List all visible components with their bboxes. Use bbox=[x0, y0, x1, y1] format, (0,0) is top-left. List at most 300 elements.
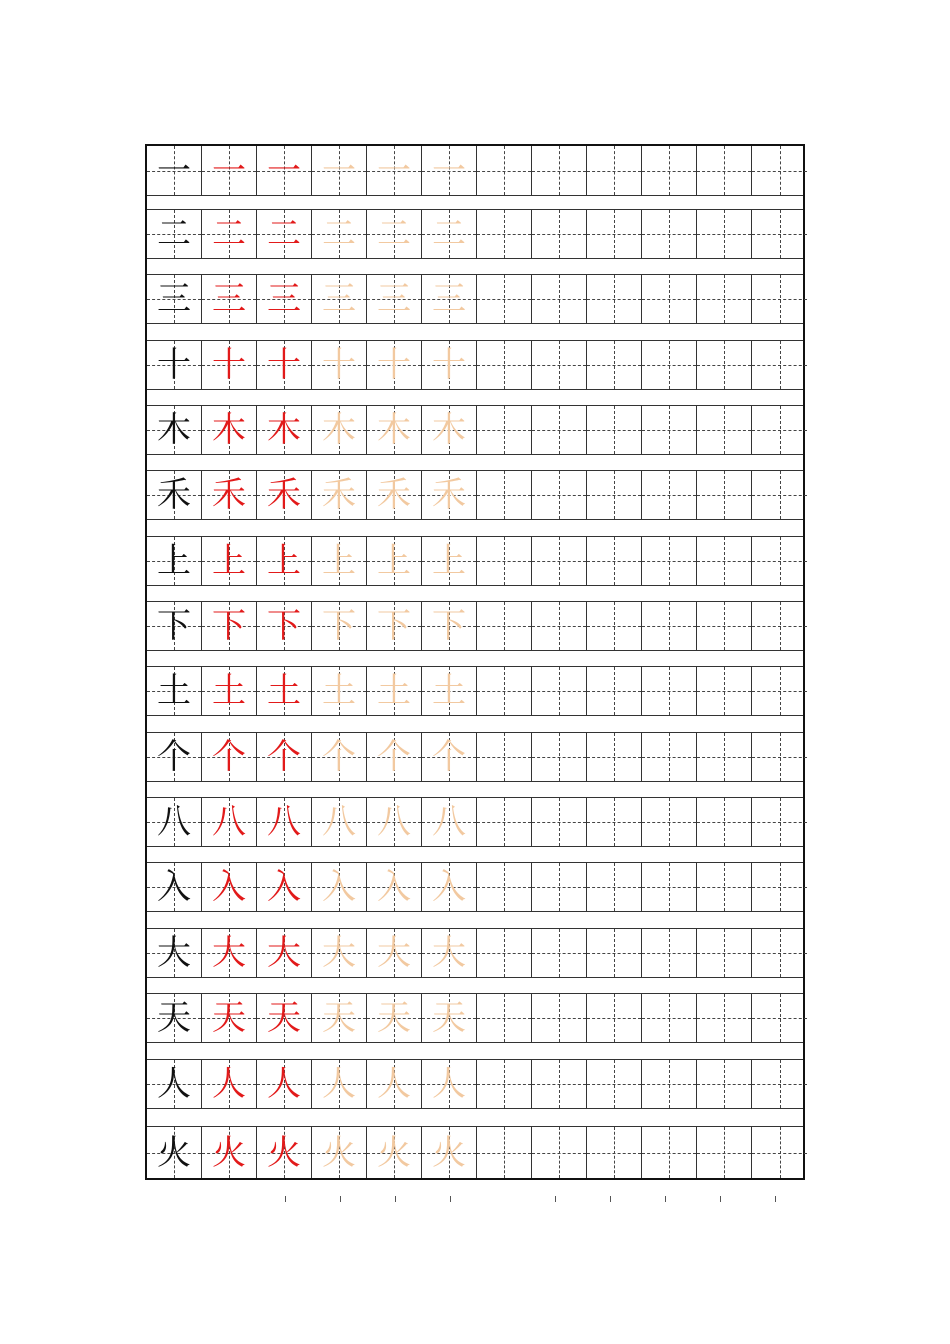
grid-cell bbox=[477, 1060, 532, 1108]
grid-cell bbox=[642, 929, 697, 977]
practice-row bbox=[147, 340, 803, 390]
grid-cell bbox=[697, 275, 752, 323]
grid-cell bbox=[257, 929, 312, 977]
trace-character: 火 bbox=[377, 1132, 411, 1173]
grid-cell bbox=[642, 994, 697, 1042]
trace-character: 大 bbox=[322, 933, 356, 973]
grid-cell bbox=[422, 929, 477, 977]
grid-cell bbox=[477, 667, 532, 715]
trace-character: 木 bbox=[322, 410, 356, 450]
grid-cell bbox=[147, 1060, 202, 1108]
red-copy-character: 土 bbox=[267, 671, 301, 711]
grid-cell bbox=[367, 275, 422, 323]
grid-cell bbox=[477, 1127, 532, 1178]
model-character: 天 bbox=[157, 998, 191, 1038]
grid-cell bbox=[587, 275, 642, 323]
red-copy-character: 八 bbox=[212, 802, 246, 842]
model-character: 入 bbox=[157, 867, 191, 907]
model-character: 上 bbox=[157, 541, 191, 581]
grid-cell bbox=[367, 863, 422, 911]
grid-cell bbox=[257, 733, 312, 781]
red-copy-character: 十 bbox=[267, 345, 301, 385]
trace-character: 禾 bbox=[432, 475, 466, 515]
grid-cell bbox=[422, 798, 477, 846]
grid-cell bbox=[697, 929, 752, 977]
overflow-tick bbox=[340, 1196, 341, 1202]
practice-row bbox=[147, 797, 803, 847]
trace-character: 八 bbox=[432, 802, 466, 842]
red-copy-character: 木 bbox=[212, 410, 246, 450]
practice-grid bbox=[145, 144, 805, 1180]
trace-character: 人 bbox=[377, 1064, 411, 1104]
red-copy-character: 下 bbox=[267, 606, 301, 646]
grid-cell bbox=[532, 798, 587, 846]
red-copy-character: 一 bbox=[267, 150, 301, 191]
grid-cell bbox=[752, 406, 807, 454]
grid-cell bbox=[532, 1127, 587, 1178]
grid-cell bbox=[587, 667, 642, 715]
grid-cell bbox=[697, 210, 752, 258]
grid-cell bbox=[532, 602, 587, 650]
red-copy-character: 火 bbox=[267, 1132, 301, 1173]
practice-row bbox=[147, 666, 803, 716]
red-copy-character: 上 bbox=[267, 541, 301, 581]
red-copy-character: 禾 bbox=[267, 475, 301, 515]
grid-cell bbox=[422, 733, 477, 781]
trace-character: 三 bbox=[377, 279, 411, 319]
grid-cell bbox=[532, 863, 587, 911]
grid-cell bbox=[257, 275, 312, 323]
grid-cell bbox=[147, 146, 202, 195]
red-copy-character: 木 bbox=[267, 410, 301, 450]
model-character: 一 bbox=[157, 150, 191, 191]
grid-cell bbox=[367, 1127, 422, 1178]
model-character: 人 bbox=[157, 1064, 191, 1104]
grid-cell bbox=[697, 1127, 752, 1178]
grid-cell bbox=[422, 406, 477, 454]
grid-cell bbox=[312, 210, 367, 258]
trace-character: 十 bbox=[377, 345, 411, 385]
trace-character: 天 bbox=[322, 998, 356, 1038]
grid-cell bbox=[477, 929, 532, 977]
grid-cell bbox=[202, 471, 257, 519]
grid-cell bbox=[147, 994, 202, 1042]
grid-cell bbox=[312, 406, 367, 454]
trace-character: 二 bbox=[432, 214, 466, 254]
grid-cell bbox=[752, 146, 807, 195]
grid-cell bbox=[312, 667, 367, 715]
grid-cell bbox=[367, 537, 422, 585]
grid-cell bbox=[202, 1127, 257, 1178]
grid-cell bbox=[477, 275, 532, 323]
grid-cell bbox=[587, 471, 642, 519]
grid-cell bbox=[752, 1060, 807, 1108]
grid-cell bbox=[587, 537, 642, 585]
grid-cell bbox=[367, 1060, 422, 1108]
grid-cell bbox=[367, 602, 422, 650]
practice-row bbox=[147, 993, 803, 1043]
grid-cell bbox=[312, 602, 367, 650]
grid-cell bbox=[367, 929, 422, 977]
grid-cell bbox=[532, 275, 587, 323]
grid-cell bbox=[697, 667, 752, 715]
practice-row bbox=[147, 601, 803, 651]
grid-cell bbox=[642, 406, 697, 454]
red-copy-character: 十 bbox=[212, 345, 246, 385]
grid-cell bbox=[642, 667, 697, 715]
grid-cell bbox=[422, 275, 477, 323]
trace-character: 火 bbox=[322, 1132, 356, 1173]
grid-cell bbox=[367, 798, 422, 846]
grid-cell bbox=[752, 994, 807, 1042]
grid-cell bbox=[477, 733, 532, 781]
grid-cell bbox=[642, 146, 697, 195]
grid-cell bbox=[752, 929, 807, 977]
grid-cell bbox=[422, 602, 477, 650]
grid-cell bbox=[697, 1060, 752, 1108]
grid-cell bbox=[642, 863, 697, 911]
grid-cell bbox=[422, 1060, 477, 1108]
grid-overflow-marks bbox=[145, 1196, 805, 1202]
grid-cell bbox=[532, 341, 587, 389]
trace-character: 禾 bbox=[377, 475, 411, 515]
grid-cell bbox=[202, 863, 257, 911]
red-copy-character: 火 bbox=[212, 1132, 246, 1173]
grid-cell bbox=[587, 798, 642, 846]
trace-character: 土 bbox=[432, 671, 466, 711]
grid-cell bbox=[257, 406, 312, 454]
grid-cell bbox=[422, 341, 477, 389]
trace-character: 人 bbox=[432, 1064, 466, 1104]
grid-cell bbox=[202, 406, 257, 454]
grid-cell bbox=[257, 602, 312, 650]
grid-cell bbox=[752, 602, 807, 650]
trace-character: 天 bbox=[377, 998, 411, 1038]
grid-cell bbox=[367, 146, 422, 195]
grid-cell bbox=[532, 471, 587, 519]
overflow-tick bbox=[720, 1196, 721, 1202]
practice-row bbox=[147, 470, 803, 520]
practice-row bbox=[147, 862, 803, 912]
grid-cell bbox=[752, 798, 807, 846]
trace-character: 土 bbox=[377, 671, 411, 711]
grid-cell bbox=[257, 1060, 312, 1108]
grid-cell bbox=[477, 471, 532, 519]
grid-cell bbox=[202, 275, 257, 323]
grid-cell bbox=[202, 929, 257, 977]
grid-cell bbox=[367, 341, 422, 389]
grid-cell bbox=[422, 863, 477, 911]
grid-cell bbox=[752, 1127, 807, 1178]
grid-cell bbox=[312, 341, 367, 389]
grid-cell bbox=[752, 733, 807, 781]
red-copy-character: 三 bbox=[212, 279, 246, 319]
grid-cell bbox=[642, 1060, 697, 1108]
grid-cell bbox=[532, 733, 587, 781]
grid-cell bbox=[257, 798, 312, 846]
grid-cell bbox=[147, 1127, 202, 1178]
grid-cell bbox=[202, 994, 257, 1042]
grid-cell bbox=[312, 537, 367, 585]
grid-cell bbox=[642, 210, 697, 258]
red-copy-character: 土 bbox=[212, 671, 246, 711]
grid-cell bbox=[312, 929, 367, 977]
grid-cell bbox=[147, 275, 202, 323]
grid-cell bbox=[752, 341, 807, 389]
red-copy-character: 禾 bbox=[212, 475, 246, 515]
red-copy-character: 下 bbox=[212, 606, 246, 646]
red-copy-character: 二 bbox=[212, 214, 246, 254]
grid-cell bbox=[312, 863, 367, 911]
grid-cell bbox=[697, 863, 752, 911]
grid-cell bbox=[367, 667, 422, 715]
grid-cell bbox=[532, 929, 587, 977]
grid-cell bbox=[202, 602, 257, 650]
overflow-tick bbox=[610, 1196, 611, 1202]
grid-cell bbox=[752, 471, 807, 519]
grid-cell bbox=[202, 537, 257, 585]
grid-cell bbox=[312, 798, 367, 846]
trace-character: 上 bbox=[432, 541, 466, 581]
grid-cell bbox=[697, 537, 752, 585]
grid-cell bbox=[752, 210, 807, 258]
grid-cell bbox=[642, 537, 697, 585]
model-character: 二 bbox=[157, 214, 191, 254]
practice-row bbox=[147, 1059, 803, 1109]
model-character: 木 bbox=[157, 410, 191, 450]
red-copy-character: 大 bbox=[212, 933, 246, 973]
grid-cell bbox=[147, 929, 202, 977]
red-copy-character: 二 bbox=[267, 214, 301, 254]
model-character: 个 bbox=[157, 737, 191, 777]
grid-cell bbox=[587, 1060, 642, 1108]
grid-cell bbox=[477, 341, 532, 389]
model-character: 下 bbox=[157, 606, 191, 646]
red-copy-character: 人 bbox=[212, 1064, 246, 1104]
grid-cell bbox=[587, 994, 642, 1042]
trace-character: 个 bbox=[432, 737, 466, 777]
red-copy-character: 一 bbox=[212, 150, 246, 191]
trace-character: 大 bbox=[432, 933, 466, 973]
grid-cell bbox=[147, 798, 202, 846]
grid-cell bbox=[587, 1127, 642, 1178]
trace-character: 禾 bbox=[322, 475, 356, 515]
grid-cell bbox=[367, 210, 422, 258]
trace-character: 下 bbox=[377, 606, 411, 646]
practice-row bbox=[147, 146, 803, 196]
practice-row bbox=[147, 1126, 803, 1178]
grid-cell bbox=[697, 733, 752, 781]
grid-cell bbox=[642, 275, 697, 323]
grid-cell bbox=[202, 1060, 257, 1108]
grid-cell bbox=[477, 210, 532, 258]
grid-cell bbox=[642, 471, 697, 519]
trace-character: 十 bbox=[432, 345, 466, 385]
trace-character: 入 bbox=[432, 867, 466, 907]
overflow-tick bbox=[775, 1196, 776, 1202]
grid-cell bbox=[257, 341, 312, 389]
grid-cell bbox=[147, 406, 202, 454]
grid-cell bbox=[257, 471, 312, 519]
grid-cell bbox=[477, 146, 532, 195]
grid-cell bbox=[312, 1060, 367, 1108]
grid-cell bbox=[642, 733, 697, 781]
grid-cell bbox=[532, 667, 587, 715]
grid-cell bbox=[532, 406, 587, 454]
grid-cell bbox=[422, 146, 477, 195]
grid-cell bbox=[312, 275, 367, 323]
red-copy-character: 人 bbox=[267, 1064, 301, 1104]
grid-cell bbox=[587, 733, 642, 781]
grid-cell bbox=[202, 146, 257, 195]
trace-character: 上 bbox=[322, 541, 356, 581]
grid-cell bbox=[697, 798, 752, 846]
grid-cell bbox=[147, 537, 202, 585]
trace-character: 木 bbox=[432, 410, 466, 450]
overflow-tick bbox=[450, 1196, 451, 1202]
grid-cell bbox=[697, 341, 752, 389]
trace-character: 一 bbox=[377, 150, 411, 191]
grid-cell bbox=[477, 406, 532, 454]
trace-character: 土 bbox=[322, 671, 356, 711]
grid-cell bbox=[312, 733, 367, 781]
grid-cell bbox=[202, 341, 257, 389]
overflow-tick bbox=[395, 1196, 396, 1202]
red-copy-character: 入 bbox=[267, 867, 301, 907]
practice-row bbox=[147, 732, 803, 782]
model-character: 十 bbox=[157, 345, 191, 385]
trace-character: 一 bbox=[432, 150, 466, 191]
trace-character: 十 bbox=[322, 345, 356, 385]
grid-cell bbox=[422, 471, 477, 519]
grid-cell bbox=[422, 210, 477, 258]
practice-row bbox=[147, 209, 803, 259]
grid-cell bbox=[532, 146, 587, 195]
trace-character: 火 bbox=[432, 1132, 466, 1173]
overflow-tick bbox=[285, 1196, 286, 1202]
red-copy-character: 个 bbox=[267, 737, 301, 777]
grid-cell bbox=[312, 1127, 367, 1178]
grid-cell bbox=[587, 146, 642, 195]
grid-cell bbox=[587, 210, 642, 258]
grid-cell bbox=[147, 602, 202, 650]
grid-cell bbox=[697, 602, 752, 650]
trace-character: 三 bbox=[322, 279, 356, 319]
red-copy-character: 上 bbox=[212, 541, 246, 581]
grid-cell bbox=[257, 994, 312, 1042]
trace-character: 个 bbox=[377, 737, 411, 777]
grid-cell bbox=[367, 406, 422, 454]
grid-cell bbox=[532, 210, 587, 258]
red-copy-character: 大 bbox=[267, 933, 301, 973]
trace-character: 上 bbox=[377, 541, 411, 581]
grid-cell bbox=[147, 210, 202, 258]
overflow-tick bbox=[555, 1196, 556, 1202]
grid-cell bbox=[422, 537, 477, 585]
grid-cell bbox=[477, 798, 532, 846]
grid-cell bbox=[312, 994, 367, 1042]
trace-character: 木 bbox=[377, 410, 411, 450]
grid-cell bbox=[752, 275, 807, 323]
model-character: 土 bbox=[157, 671, 191, 711]
grid-cell bbox=[202, 667, 257, 715]
grid-cell bbox=[587, 863, 642, 911]
grid-cell bbox=[257, 210, 312, 258]
grid-cell bbox=[147, 667, 202, 715]
grid-cell bbox=[587, 406, 642, 454]
grid-cell bbox=[752, 863, 807, 911]
trace-character: 一 bbox=[322, 150, 356, 191]
trace-character: 八 bbox=[322, 802, 356, 842]
grid-cell bbox=[257, 863, 312, 911]
grid-cell bbox=[587, 929, 642, 977]
red-copy-character: 天 bbox=[267, 998, 301, 1038]
grid-cell bbox=[257, 1127, 312, 1178]
grid-cell bbox=[257, 537, 312, 585]
trace-character: 大 bbox=[377, 933, 411, 973]
grid-cell bbox=[697, 994, 752, 1042]
trace-character: 三 bbox=[432, 279, 466, 319]
grid-cell bbox=[642, 1127, 697, 1178]
trace-character: 二 bbox=[322, 214, 356, 254]
practice-row bbox=[147, 536, 803, 586]
practice-row bbox=[147, 928, 803, 978]
grid-cell bbox=[147, 863, 202, 911]
model-character: 八 bbox=[157, 802, 191, 842]
grid-cell bbox=[642, 798, 697, 846]
grid-cell bbox=[697, 146, 752, 195]
grid-cell bbox=[422, 994, 477, 1042]
red-copy-character: 八 bbox=[267, 802, 301, 842]
model-character: 禾 bbox=[157, 475, 191, 515]
grid-cell bbox=[147, 471, 202, 519]
trace-character: 八 bbox=[377, 802, 411, 842]
trace-character: 二 bbox=[377, 214, 411, 254]
trace-character: 下 bbox=[432, 606, 466, 646]
grid-cell bbox=[532, 537, 587, 585]
overflow-tick bbox=[665, 1196, 666, 1202]
grid-cell bbox=[202, 798, 257, 846]
grid-cell bbox=[202, 733, 257, 781]
grid-cell bbox=[532, 1060, 587, 1108]
grid-cell bbox=[587, 341, 642, 389]
red-copy-character: 个 bbox=[212, 737, 246, 777]
grid-cell bbox=[477, 863, 532, 911]
grid-cell bbox=[697, 471, 752, 519]
trace-character: 入 bbox=[377, 867, 411, 907]
grid-cell bbox=[752, 667, 807, 715]
trace-character: 下 bbox=[322, 606, 356, 646]
grid-cell bbox=[642, 341, 697, 389]
grid-cell bbox=[202, 210, 257, 258]
grid-cell bbox=[367, 733, 422, 781]
grid-cell bbox=[422, 667, 477, 715]
model-character: 火 bbox=[157, 1132, 191, 1173]
trace-character: 入 bbox=[322, 867, 356, 907]
grid-cell bbox=[642, 602, 697, 650]
model-character: 三 bbox=[157, 279, 191, 319]
grid-cell bbox=[257, 667, 312, 715]
grid-cell bbox=[477, 602, 532, 650]
practice-row bbox=[147, 405, 803, 455]
grid-cell bbox=[752, 537, 807, 585]
grid-cell bbox=[257, 146, 312, 195]
grid-cell bbox=[147, 733, 202, 781]
trace-character: 天 bbox=[432, 998, 466, 1038]
grid-cell bbox=[422, 1127, 477, 1178]
grid-cell bbox=[312, 471, 367, 519]
grid-cell bbox=[147, 341, 202, 389]
